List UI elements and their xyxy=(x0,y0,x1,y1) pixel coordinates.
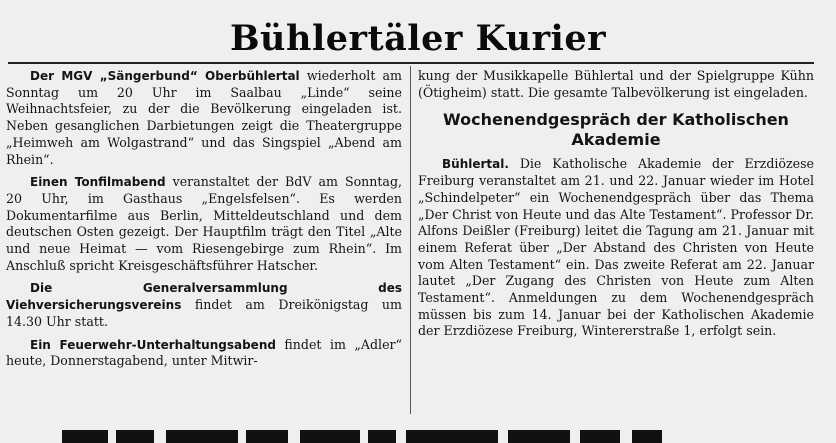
news-item-tonfilmabend xyxy=(6,174,402,274)
news-item-lead: Einen Tonfilmabend xyxy=(30,175,166,190)
article-dateline: Bühlertal. xyxy=(442,157,509,172)
news-item-body: veranstaltet der BdV am Sonntag, 20 Uhr, im Gasthaus „Engelsfelsen“. Es werden Dokumentarfilme aus Berlin, Mitteldeutschland und dem deutschen Osten gezeigt. Der Hauptfilm trägt den Titel „Alte und neue Heimat — vom Riesengebirge zum Rhein“. Im Anschluß spricht Kreisgeschäftsführer Hatscher. xyxy=(6,174,403,273)
news-item-lead: Die Generalversammlung des Viehversicherungsvereins xyxy=(6,281,402,313)
news-item-body: wiederholt am Sonntag um 20 Uhr im Saalbau „Linde“ seine Weihnachtsfeier, zu der die Bevölkerung eingeladen ist. Neben gesanglichen Darbietungen zeigt die Theatergruppe „Heimweh am Wolgastrand“ und das Singspiel „Abend am Rhein“. xyxy=(6,68,402,167)
column-divider xyxy=(410,66,411,414)
masthead-title: Bühlertäler Kurier xyxy=(229,18,607,59)
left-column xyxy=(6,68,402,376)
news-item-body: findet im „Adler“ heute, Donnerstagabend, unter Mitwir- xyxy=(6,336,402,369)
news-item-feuerwehr xyxy=(6,337,402,370)
news-item-continuation: kung der Musikkapelle Bühlertal und der Spielgruppe Kühn (Ötigheim) statt. Die gesamte Talbevölkerung ist eingeladen. xyxy=(418,68,814,100)
article-headline: Wochenendgespräch der Katholischen Akademie xyxy=(443,110,789,150)
masthead-rule xyxy=(8,62,814,64)
article-body-paragraph xyxy=(418,156,814,340)
news-item-generalversammlung xyxy=(6,280,402,330)
article-body: Die Katholische Akademie der Erzdiözese Freiburg veranstaltet am 21. und 22. Januar wieder im Hotel „Schindelpeter“ ein Wochenendgespräch über das Thema „Der Christ von Heute und das Alte Testament“. Professor Dr. Alfons Deißler (Freiburg) leitet die Tagung am 21. Januar mit einem Referat über „Der Abstand des Christen von Heute vom Alten Testament“ ein. Das zweite Referat am 22. Januar lautet „Der Zugang des Christen von Heute zum Alten Testament“. Anmeldungen zu dem Wochenendgespräch müssen bis zum 14. Januar bei der Katholischen Akademie der Erzdiözese Freiburg, Wintererstraße 1, erfolgt sein. xyxy=(418,156,814,339)
right-column xyxy=(418,68,814,346)
news-item-lead: Der MGV „Sängerbund“ Oberbühlertal xyxy=(30,69,300,83)
news-item-saengerbund xyxy=(6,68,402,168)
news-item-body: findet am Dreikönigstag um 14.30 Uhr statt. xyxy=(6,297,402,329)
news-item-lead: Ein Feuerwehr-Unterhaltungsabend xyxy=(30,337,276,352)
next-headline-cutoff xyxy=(0,424,836,443)
